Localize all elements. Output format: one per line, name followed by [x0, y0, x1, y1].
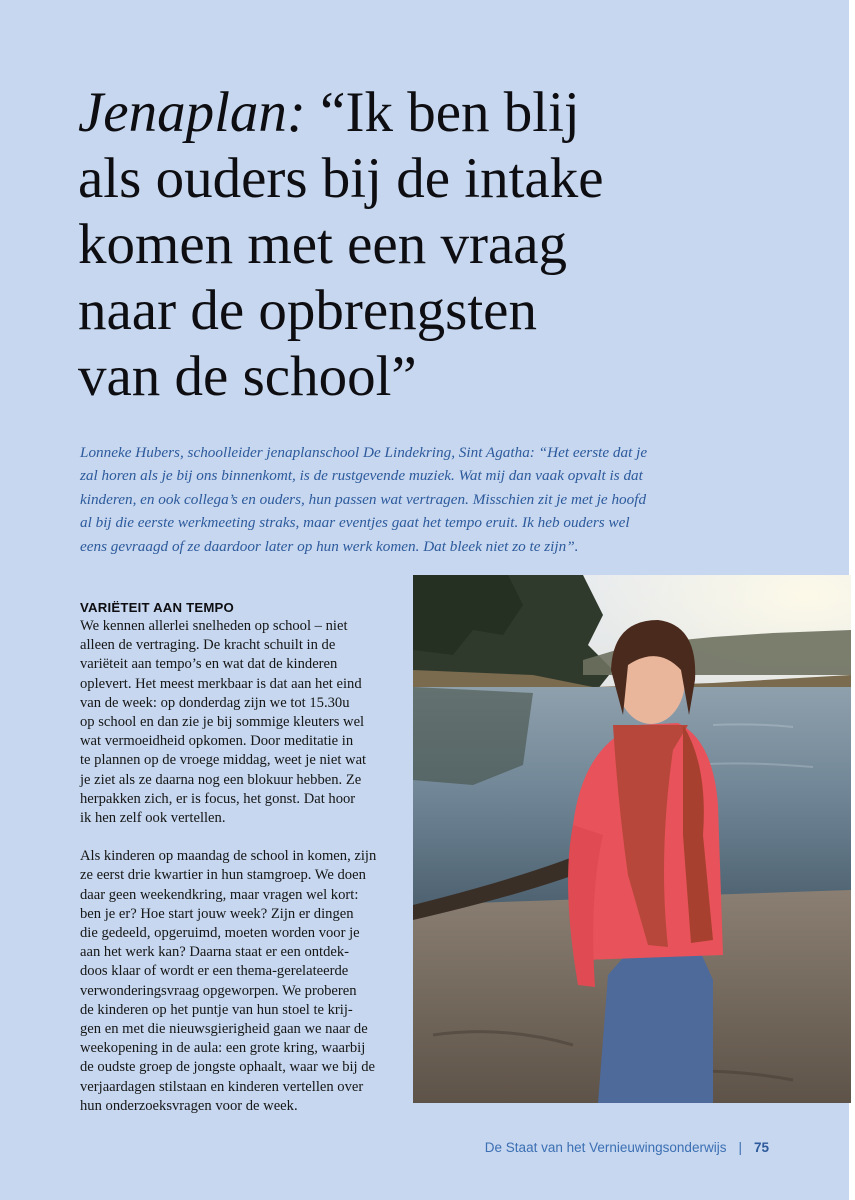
text-line: gen en met die nieuwsgierigheid gaan we naar de	[80, 1021, 368, 1038]
headline-italic-prefix: Jenaplan:	[78, 81, 306, 144]
text-line: je ziet als ze daarna nog een blokuur hebben. Ze	[80, 771, 362, 788]
text-line: Als kinderen op maandag de school in komen, zijn	[80, 848, 377, 865]
text-line: oplevert. Het meest merkbaar is dat aan het eind	[80, 675, 362, 692]
intro-line: eens gevraagd of ze daardoor later op hun werk komen. Dat bleek niet zo te zijn”.	[80, 537, 579, 555]
text-line: ik hen zelf ook vertellen.	[80, 810, 226, 827]
text-line: wat vermoeidheid opkomen. Door meditatie in	[80, 733, 354, 750]
footer-separator: |	[738, 1140, 742, 1155]
paragraph-2	[80, 847, 400, 1116]
text-line: alleen de vertraging. De kracht schuilt in de	[80, 637, 336, 654]
intro-line: zal horen als je bij ons binnenkomt, is de rustgevende muziek. Wat mij dan vaak opvalt is dat	[80, 467, 643, 485]
text-line: variëteit aan tempo’s en wat dat de kinderen	[80, 656, 338, 673]
text-line: weekopening in de aula: een grote kring, waarbij	[80, 1040, 366, 1057]
text-line: aan het werk kan? Daarna staat er een ontdek-	[80, 944, 350, 961]
text-line: herpakken zich, er is focus, het gonst. Dat hoor	[80, 790, 356, 807]
text-line: We kennen allerlei snelheden op school – niet	[80, 618, 348, 634]
text-line: verjaardagen stilstaan en kinderen vertellen over	[80, 1078, 364, 1095]
intro-quote	[80, 441, 730, 558]
text-line: hun onderzoeksvragen voor de week.	[80, 1097, 298, 1114]
headline-line-5: van de school”	[78, 345, 417, 408]
text-line: te plannen op de vroege middag, weet je niet wat	[80, 752, 367, 769]
text-line: verwonderingsvraag opgeworpen. We proberen	[80, 982, 357, 999]
footer-publication: De Staat van het Vernieuwingsonderwijs	[484, 1140, 727, 1155]
text-line: de oudste groep de jongste ophaalt, waar we bij de	[80, 1059, 376, 1076]
section-heading: VARIËTEIT AAN TEMPO	[80, 600, 234, 615]
paragraph-1	[80, 617, 400, 828]
paragraph-spacer	[80, 828, 400, 847]
text-line: ben je er? Hoe start jouw week? Zijn er dingen	[80, 905, 354, 922]
body-column	[80, 598, 400, 1116]
text-line: die gedeeld, opgeruimd, moeten worden voor je	[80, 925, 360, 942]
text-line: van de week: op donderdag zijn we tot 15.30u	[80, 694, 350, 711]
intro-line: al bij die eerste werkmeeting straks, maar eventjes gaat het tempo eruit. Ik heb ouders wel	[80, 514, 630, 532]
page-footer	[485, 1140, 769, 1155]
portrait-photo	[413, 575, 851, 1103]
text-line: ze eerst drie kwartier in hun stamgroep. We doen	[80, 867, 366, 884]
headline-line-2: als ouders bij de intake	[78, 147, 604, 210]
text-line: de kinderen op het puntje van hun stoel te krij-	[80, 1001, 353, 1018]
intro-line: kinderen, en ook collega’s en ouders, hun passen wat vertragen. Misschien zit je met je hoofd	[80, 490, 647, 508]
text-line: op school en dan zie je bij sommige kleuters wel	[80, 714, 365, 731]
headline-line-4: naar de opbrengsten	[78, 279, 537, 342]
page-number: 75	[753, 1140, 769, 1155]
headline-line-1: Jenaplan: “Ik ben blij	[78, 81, 580, 144]
headline-line-3: komen met een vraag	[78, 213, 568, 276]
text-line: daar geen weekendkring, maar vragen wel kort:	[80, 886, 359, 903]
article-headline	[78, 80, 778, 410]
intro-line: Lonneke Hubers, schoolleider jenaplanschool De Lindekring, Sint Agatha: “Het eerste dat je	[80, 444, 648, 461]
text-line: doos klaar of wordt er een thema-gerelateerde	[80, 963, 349, 980]
